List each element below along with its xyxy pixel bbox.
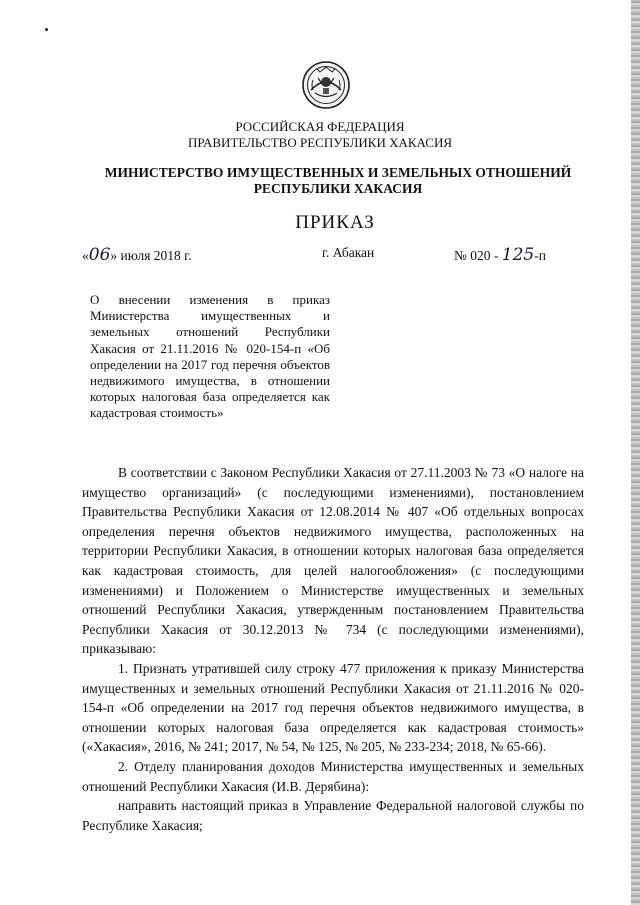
- header-government: ПРАВИТЕЛЬСТВО РЕСПУБЛИКИ ХАКАСИЯ: [188, 135, 452, 150]
- body-paragraph: 2. Отделу планирования доходов Министерства имущественных и земельных отношений Республики Хакасия (И.В. Дерябина):: [82, 758, 584, 794]
- date-open-quote: «: [82, 248, 89, 263]
- body-paragraph: В соответствии с Законом Республики Хакасия от 27.11.2003 № 73 «О налоге на имущество организаций» (с последующими изменениями), постановлением Правительства Республики Хакасия от 12.08.2014 № 407 «Об отдельных вопросах определения перечня объектов недвижимого имущества, расположенных на территории Республики Хакасия, в отношении которых налоговая база определяется как кадастровая стоимость, для целей налогообложения» (с последующими изменениями) и Положением о Министерстве имущественных и земельных отношений Республики Хакасия, утвержденным постановлением Правительства Республики Хакасия от 30.12.2013 № 734 (с последующими изменениями), приказываю:: [82, 465, 584, 657]
- document-date: [82, 245, 192, 265]
- scan-speck: [45, 28, 48, 31]
- body-paragraph: направить настоящий приказ в Управление Федеральной налоговой службы по Республике Хакасия;: [82, 798, 584, 833]
- document-number: [454, 245, 546, 265]
- date-month-year: » июля 2018 г.: [110, 248, 192, 263]
- number-prefix: № 020 -: [454, 248, 502, 263]
- header-country: РОССИЙСКАЯ ФЕДЕРАЦИЯ: [235, 119, 405, 134]
- document-body: [82, 463, 584, 835]
- date-day-handwritten: 06: [88, 245, 111, 265]
- ministry-title: МИНИСТЕРСТВО ИМУЩЕСТВЕННЫХ И ЗЕМЕЛЬНЫХ ОТНОШЕНИЙ: [104, 165, 572, 180]
- number-handwritten: 125: [501, 245, 535, 265]
- body-paragraph: 1. Признать утратившей силу строку 477 приложения к приказу Министерства имущественных и земельных отношений Республики Хакасия от 21.11.2016 № 020-154-п «Об определении на 2017 год перечня объектов недвижимого имущества, в отношении которых налоговая база определяется как кадастровая стоимость» («Хакасия», 2016, № 241; 2017, № 54, № 125, № 205, № 233-234; 2018, № 65-66).: [82, 660, 584, 755]
- order-subject: О внесении изменения в приказ Министерства имущественных и земельных отношений Республики Хакасия от 21.11.2016 № 020-154-п «Об определении на 2017 год перечня объектов недвижимого имущества, в отношении которых налоговая база определяется как кадастровая стоимость»: [90, 292, 330, 421]
- coat-of-arms-emblem: [301, 60, 351, 110]
- document-city: г. Абакан: [322, 245, 375, 260]
- ministry-region: РЕСПУБЛИКИ ХАКАСИЯ: [253, 181, 423, 196]
- document-type: ПРИКАЗ: [295, 212, 375, 233]
- number-suffix: -п: [534, 248, 546, 263]
